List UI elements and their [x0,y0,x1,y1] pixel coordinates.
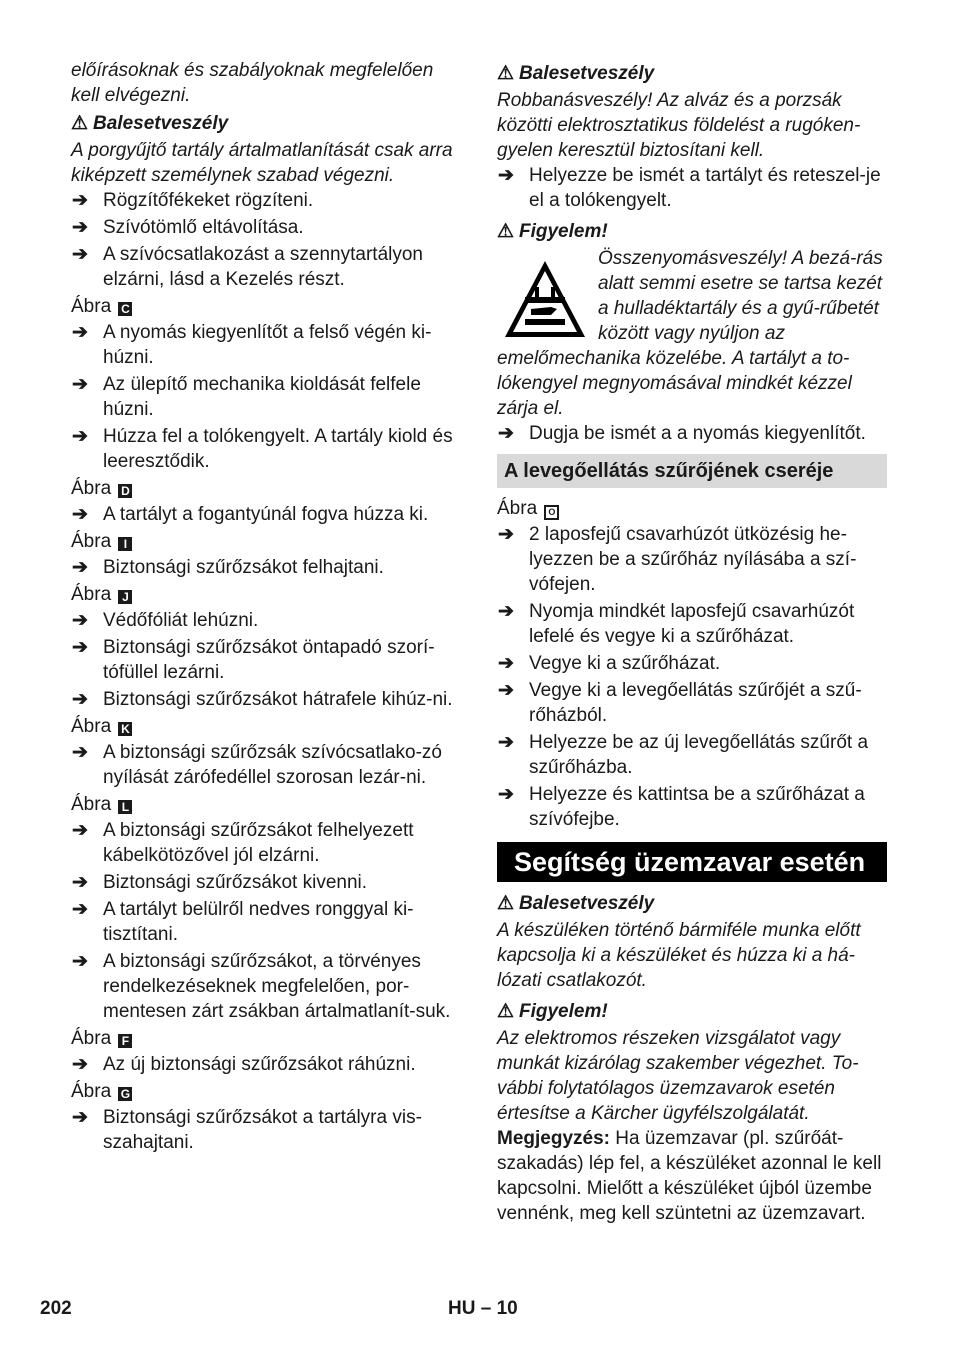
figure-ref-i: Ábra I [71,529,461,554]
figure-ref-o: Ábra O [497,496,887,521]
step-list [71,818,461,1024]
intro-text: előírásoknak és szabályoknak megfelelően kell elvégezni. [71,60,434,106]
arrow-right-icon: ➔ [72,217,88,238]
step-text: A szívócsatlakozást a szennytartályon elzárni, lásd a Kezelés részt. [103,244,423,290]
arrow-right-icon: ➔ [72,374,88,395]
caution-heading: ⚠ Figyelem! [497,221,608,242]
step-list [497,163,887,213]
crush-warning-block [497,246,887,346]
instruction-step [71,372,461,422]
instruction-step [497,421,887,446]
arrow-right-icon: ➔ [72,190,88,211]
instruction-step [71,949,461,1024]
arrow-right-icon: ➔ [72,244,88,265]
arrow-right-icon: ➔ [72,820,88,841]
figure-badge: G [118,1087,132,1101]
page-number: 202 [40,1298,72,1319]
instruction-step [71,740,461,790]
step-text: Helyezze és kattintsa be a szűrőházat a szívófejbe. [529,784,865,830]
note-text: Ha üzemzavar (pl. szűrőát-szakadás) lép fel, a készüléket azonnal le kell kapcsolni. Mielőtt a készüléket újból üzembe vennénk, meg kell szüntetni az üzemzavart. [497,1128,882,1224]
step-list [71,1105,461,1155]
instruction-step [71,320,461,370]
step-text: Biztonsági szűrőzsákot kivenni. [103,872,368,893]
instruction-step [71,188,461,213]
arrow-right-icon: ➔ [72,1054,88,1075]
step-text: Helyezze be az új levegőellátás szűrőt a szűrőházba. [529,732,869,778]
step-text: A biztonsági szűrőzsák szívócsatlako-zó nyílását zárófedéllel szorosan lezár-ni. [103,742,442,788]
step-text: Rögzítőfékeket rögzíteni. [103,190,314,211]
instruction-step [71,242,461,292]
step-text: Dugja be ismét a a nyomás kiegyenlítőt. [529,423,866,444]
warning-heading: ⚠ Balesetveszély [71,113,229,134]
instruction-step [71,424,461,474]
arrow-right-icon: ➔ [498,165,514,186]
step-list [71,555,461,580]
step-text: A nyomás kiegyenlítőt a felső végén ki-húzni. [103,322,432,368]
warning-triangle-icon: ⚠ [497,1001,515,1022]
arrow-right-icon: ➔ [72,426,88,447]
arrow-right-icon: ➔ [498,423,514,444]
instruction-step [71,870,461,895]
warning-text: A készüléken történő bármiféle munka előtt kapcsolja ki a készüléket és húzza ki a há-lózati csatlakozót. [497,920,861,991]
instruction-step [71,1105,461,1155]
figure-badge: O [544,505,559,520]
arrow-right-icon: ➔ [72,689,88,710]
arrow-right-icon: ➔ [72,872,88,893]
arrow-right-icon: ➔ [498,784,514,805]
step-text: Szívótömlő eltávolítása. [103,217,304,238]
instruction-step [497,730,887,780]
step-text: Vegye ki a szűrőházat. [529,653,721,674]
warning-triangle-icon: ⚠ [497,63,515,84]
figure-badge: K [118,722,132,736]
instruction-step [71,818,461,868]
step-text: Biztonsági szűrőzsákot a tartályra vis-szahajtani. [103,1107,422,1153]
instruction-step [497,599,887,649]
instruction-step [71,635,461,685]
figure-badge: I [118,537,132,551]
footer-section: HU – 10 [448,1298,518,1319]
warning-triangle-icon: ⚠ [71,113,89,134]
step-list [71,188,461,292]
arrow-right-icon: ➔ [498,732,514,753]
step-text: Az új biztonsági szűrőzsákot ráhúzni. [103,1054,416,1075]
arrow-right-icon: ➔ [498,524,514,545]
instruction-step [497,163,887,213]
step-list [71,320,461,474]
step-list [71,740,461,790]
figure-badge: D [118,484,132,498]
step-text: Húzza fel a tolókengyelt. A tartály kiold és leeresztődik. [103,426,453,472]
arrow-right-icon: ➔ [498,653,514,674]
figure-ref-l: Ábra L [71,792,461,817]
warning-triangle-icon: ⚠ [497,221,515,242]
right-column [497,58,887,1226]
figure-ref-c: Ábra C [71,294,461,319]
figure-ref-g: Ábra G [71,1079,461,1104]
hand-crush-hazard-icon [501,257,589,345]
step-text: Biztonsági szűrőzsákot öntapadó szorí-tófüllel lezárni. [103,637,435,683]
figure-badge: L [118,800,132,814]
step-text: Az ülepítő mechanika kioldását felfele húzni. [103,374,421,420]
figure-badge: C [118,302,132,316]
step-text: Biztonsági szűrőzsákot hátrafele kihúz-ni. [103,689,453,710]
crush-warning-text: emelőmechanika közelébe. A tartályt a to-lókengyel megnyomásával mindkét kézzel zárja el. [497,348,852,419]
warning-text: A porgyűjtő tartály ártalmatlanítását csak arra kiképzett személynek szabad végezni. [71,140,453,186]
instruction-step [497,782,887,832]
left-column [71,58,461,1157]
step-text: Védőfóliát lehúzni. [103,610,259,631]
step-list [497,522,887,832]
step-list [71,502,461,527]
figure-badge: J [118,590,132,604]
instruction-step [497,522,887,597]
step-text: Helyezze be ismét a tartályt és reteszel-je el a tolókengyelt. [529,165,881,211]
figure-ref-f: Ábra F [71,1026,461,1051]
arrow-right-icon: ➔ [72,742,88,763]
step-text: Nyomja mindkét laposfejű csavarhúzót lefelé és vegye ki a szűrőházat. [529,601,855,647]
instruction-step [497,678,887,728]
arrow-right-icon: ➔ [498,601,514,622]
instruction-step [71,1052,461,1077]
figure-ref-d: Ábra D [71,476,461,501]
note-label: Megjegyzés: [497,1128,610,1149]
step-list [71,1052,461,1077]
warning-heading: ⚠ Balesetveszély [497,63,655,84]
figure-ref-j: Ábra J [71,582,461,607]
instruction-step [71,897,461,947]
arrow-right-icon: ➔ [72,557,88,578]
step-text: A tartályt belülről nedves ronggyal ki-tisztítani. [103,899,414,945]
instruction-step [71,608,461,633]
arrow-right-icon: ➔ [498,680,514,701]
figure-badge: F [118,1034,132,1048]
section-heading: A levegőellátás szűrőjének cseréje [497,454,887,488]
step-text: A biztonsági szűrőzsákot felhelyezett kábelkötözővel jól elzárni. [103,820,414,866]
chapter-heading: Segítség üzemzavar esetén [497,842,887,882]
arrow-right-icon: ➔ [72,1107,88,1128]
instruction-step [71,555,461,580]
step-text: A tartályt a fogantyúnál fogva húzza ki. [103,504,429,525]
caution-heading: ⚠ Figyelem! [497,1001,608,1022]
step-text: Vegye ki a levegőellátás szűrőjét a szű-rőházból. [529,680,862,726]
arrow-right-icon: ➔ [72,504,88,525]
arrow-right-icon: ➔ [72,322,88,343]
arrow-right-icon: ➔ [72,637,88,658]
caution-text: Az elektromos részeken vizsgálatot vagy munkát kizárólag szakember végezhet. To-vábbi folytatólagos üzemzavarok esetén értesítse a Kärcher ügyfélszolgálatát. [497,1028,859,1124]
instruction-step [71,687,461,712]
warning-triangle-icon: ⚠ [497,893,515,914]
warning-heading: ⚠ Balesetveszély [497,893,655,914]
note-paragraph [497,1126,887,1226]
figure-ref-k: Ábra K [71,714,461,739]
crush-warning-side-text: Összenyomásveszély! A bezá-rás alatt semmi esetre se tartsa kezét a hulladéktartály és a gyű-rűbetét között vagy nyúljon az [598,248,883,344]
arrow-right-icon: ➔ [72,951,88,972]
instruction-step [71,502,461,527]
instruction-step [71,215,461,240]
arrow-right-icon: ➔ [72,610,88,631]
arrow-right-icon: ➔ [72,899,88,920]
warning-text: Robbanásveszély! Az alváz és a porzsák közötti elektrosztatikus földelést a rugóken-gyelen keresztül biztosítani kell. [497,90,861,161]
step-text: Biztonsági szűrőzsákot felhajtani. [103,557,384,578]
step-text: 2 laposfejű csavarhúzót ütközésig he-lyezzen be a szűrőház nyílásába a szí-vófejen. [529,524,857,595]
instruction-step [497,651,887,676]
step-list [71,608,461,712]
step-text: A biztonsági szűrőzsákot, a törvényes rendelkezéseknek megfelelően, por-mentesen zárt zsákban ártalmatlanít-suk. [103,951,451,1022]
step-list [497,421,887,446]
